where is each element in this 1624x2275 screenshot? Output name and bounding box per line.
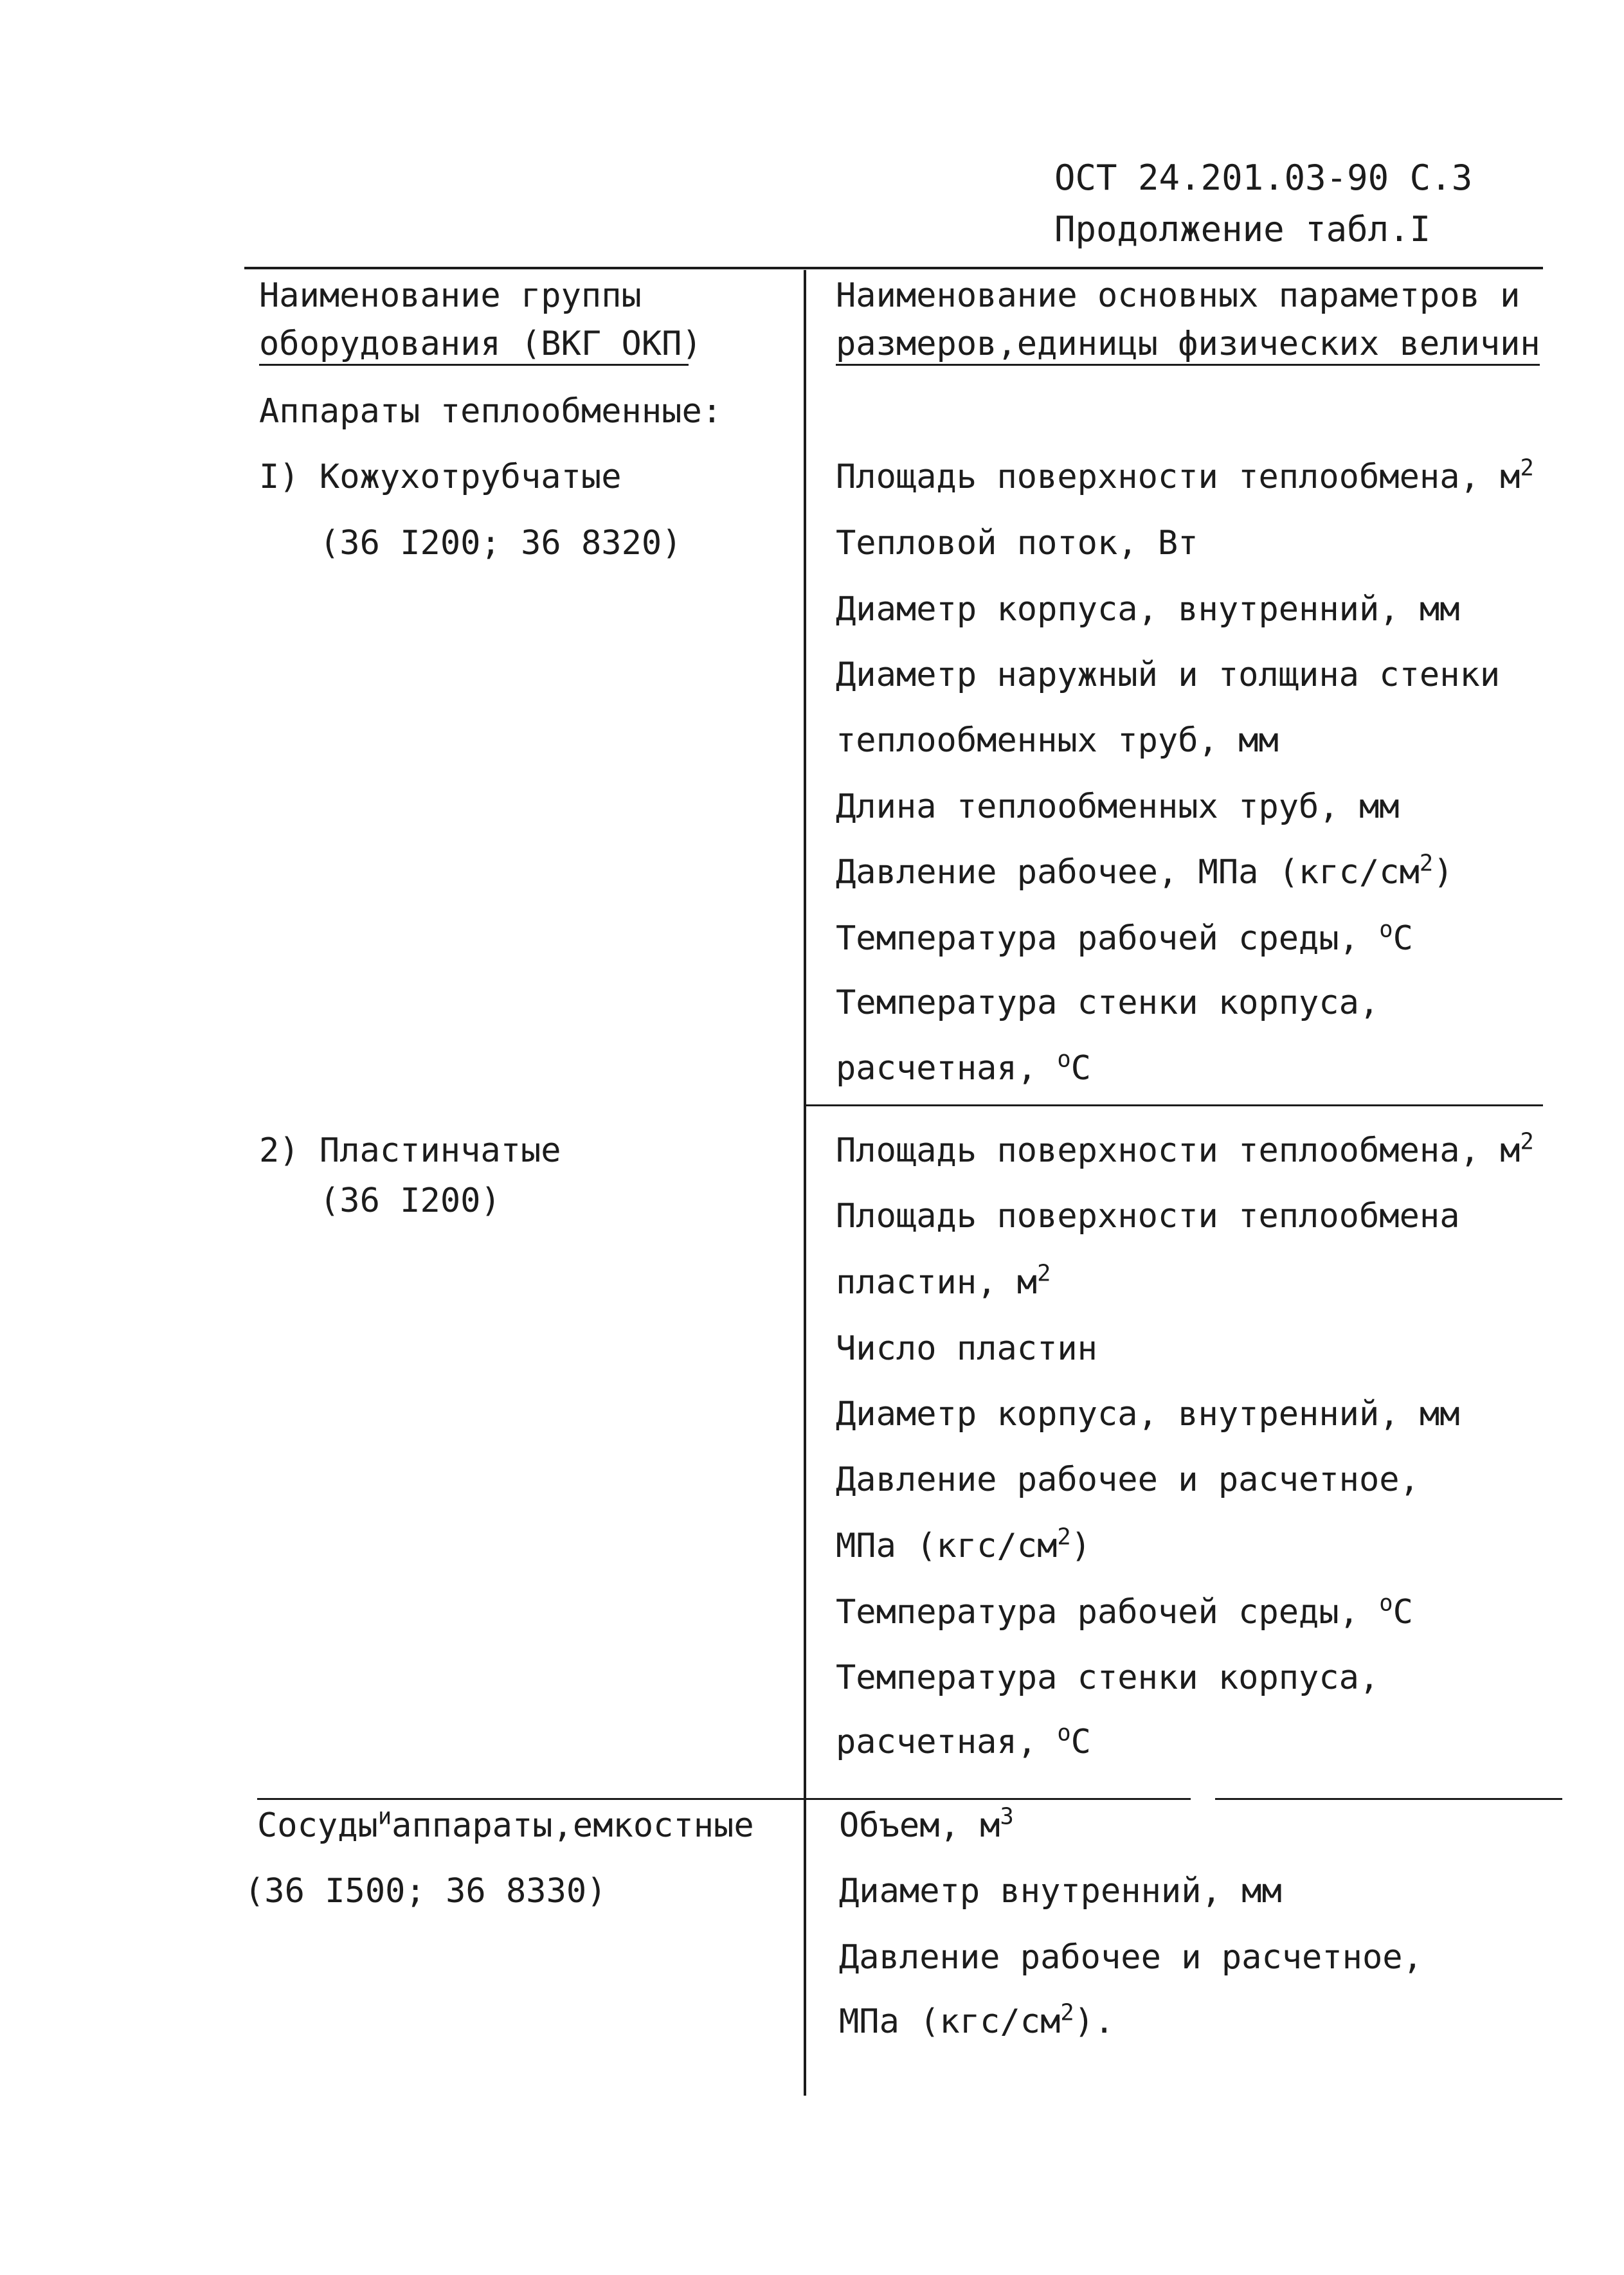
parameter-line bbox=[836, 1720, 1091, 1761]
section-title: Аппараты теплообменные: bbox=[259, 392, 723, 431]
parameter-superscript: 2 bbox=[1037, 1260, 1051, 1287]
group3-top-rule-left bbox=[257, 1798, 805, 1800]
group1-codes: (36 I200; 36 8320) bbox=[320, 524, 682, 562]
parameter-superscript: 2 bbox=[1060, 1999, 1074, 2026]
parameter-tail: С bbox=[1393, 919, 1413, 958]
parameter-text: Температура рабочей среды, bbox=[836, 919, 1380, 958]
parameter-line bbox=[836, 1260, 1051, 1302]
parameter-text: МПа (кгс/см bbox=[836, 1527, 1058, 1565]
parameter-line bbox=[836, 916, 1413, 958]
parameter-line bbox=[836, 590, 1460, 629]
parameter-text: Площадь поверхности теплообмена, м bbox=[836, 458, 1520, 496]
parameter-superscript: о bbox=[1057, 1046, 1071, 1073]
right-column-header-line1: Наименование основных параметров и bbox=[836, 276, 1520, 315]
header-underline-left bbox=[259, 364, 689, 366]
header-underline-right bbox=[836, 364, 1540, 366]
parameter-line bbox=[836, 1590, 1413, 1632]
parameter-text: Диаметр внутренний, мм bbox=[839, 1872, 1282, 1911]
left-column-header-line1: Наименование группы bbox=[259, 276, 642, 315]
parameter-line bbox=[836, 1329, 1097, 1368]
parameter-text: Объем, м bbox=[839, 1806, 1000, 1845]
parameter-tail: ). bbox=[1074, 2002, 1115, 2041]
parameter-line bbox=[836, 454, 1534, 496]
parameter-line bbox=[836, 1461, 1420, 1499]
parameter-line bbox=[836, 1395, 1460, 1434]
parameter-text: Температура стенки корпуса, bbox=[836, 984, 1380, 1022]
parameter-superscript: 2 bbox=[1520, 1128, 1534, 1155]
parameter-text: расчетная, bbox=[836, 1049, 1058, 1088]
parameter-tail: ) bbox=[1070, 1527, 1091, 1565]
parameter-text: Давление рабочее, МПа (кгс/см bbox=[836, 853, 1420, 892]
parameter-line bbox=[836, 1046, 1091, 1088]
group3-name-part2: аппараты,емкостные bbox=[392, 1806, 754, 1845]
group1-name: I) Кожухотрубчатые bbox=[259, 458, 622, 496]
parameter-text: Диаметр корпуса, внутренний, мм bbox=[836, 1395, 1460, 1434]
parameter-text: Давление рабочее и расчетное, bbox=[839, 1938, 1423, 1977]
parameter-line bbox=[836, 984, 1379, 1022]
group2-name: 2) Пластинчатые bbox=[259, 1131, 561, 1170]
parameter-tail: С bbox=[1070, 1049, 1091, 1088]
parameter-superscript: о bbox=[1379, 916, 1393, 943]
parameter-line bbox=[839, 1803, 1014, 1845]
parameter-tail: С bbox=[1393, 1593, 1413, 1632]
parameter-text: МПа (кгс/см bbox=[839, 2002, 1061, 2041]
parameter-line bbox=[839, 1938, 1423, 1977]
group3-name-part1: Сосуды bbox=[257, 1806, 378, 1845]
parameter-superscript: о bbox=[1379, 1590, 1393, 1617]
parameter-superscript: 2 bbox=[1520, 454, 1534, 481]
group3-name-superscript: и bbox=[377, 1803, 392, 1830]
parameter-text: Давление рабочее и расчетное, bbox=[836, 1461, 1420, 1499]
left-column-header-line2: оборудования (ВКГ ОКП) bbox=[259, 325, 702, 363]
parameter-line bbox=[836, 850, 1454, 892]
parameter-line bbox=[836, 524, 1198, 562]
parameter-text: Длина теплообменных труб, мм bbox=[836, 787, 1400, 826]
parameter-text: теплообменных труб, мм bbox=[836, 721, 1279, 760]
parameter-superscript: 2 bbox=[1419, 850, 1434, 877]
table-continuation-label: Продолжение табл.I bbox=[1054, 209, 1431, 249]
parameter-superscript: 2 bbox=[1057, 1524, 1071, 1551]
parameter-text: Диаметр наружный и толщина стенки bbox=[836, 656, 1501, 694]
group3-top-rule-right bbox=[1215, 1798, 1562, 1800]
parameter-line bbox=[836, 1659, 1379, 1697]
parameter-line bbox=[839, 1872, 1282, 1911]
parameter-tail: ) bbox=[1433, 853, 1454, 892]
parameter-text: расчетная, bbox=[836, 1723, 1058, 1761]
group3-codes: (36 I500; 36 8330) bbox=[244, 1872, 607, 1911]
parameter-text: Температура рабочей среды, bbox=[836, 1593, 1380, 1632]
column-divider bbox=[804, 270, 806, 2096]
parameter-line bbox=[839, 1999, 1115, 2041]
parameter-text: Диаметр корпуса, внутренний, мм bbox=[836, 590, 1460, 629]
parameter-text: Число пластин bbox=[836, 1329, 1097, 1368]
parameter-line bbox=[836, 1524, 1091, 1565]
parameter-line bbox=[836, 721, 1279, 760]
parameter-text: пластин, м bbox=[836, 1263, 1038, 1302]
table-top-rule bbox=[244, 267, 1543, 269]
parameter-superscript: о bbox=[1057, 1720, 1071, 1747]
group3-top-rule-mid bbox=[805, 1798, 1191, 1800]
parameter-line bbox=[836, 1197, 1460, 1236]
parameter-tail: С bbox=[1070, 1723, 1091, 1761]
parameter-line bbox=[836, 787, 1400, 826]
parameter-text: Площадь поверхности теплообмена bbox=[836, 1197, 1460, 1236]
group3-name bbox=[257, 1803, 754, 1845]
group2-codes: (36 I200) bbox=[320, 1182, 501, 1220]
parameter-superscript: 3 bbox=[1000, 1803, 1014, 1830]
group2-top-rule bbox=[804, 1104, 1543, 1106]
parameter-text: Площадь поверхности теплообмена, м bbox=[836, 1131, 1520, 1170]
document-code: ОСТ 24.201.03-90 С.3 bbox=[1054, 157, 1473, 198]
parameter-text: Температура стенки корпуса, bbox=[836, 1659, 1380, 1697]
right-column-header-line2: размеров,единицы физических величин bbox=[836, 325, 1540, 363]
parameter-text: Тепловой поток, Вт bbox=[836, 524, 1198, 562]
parameter-line bbox=[836, 656, 1500, 694]
parameter-line bbox=[836, 1128, 1534, 1170]
